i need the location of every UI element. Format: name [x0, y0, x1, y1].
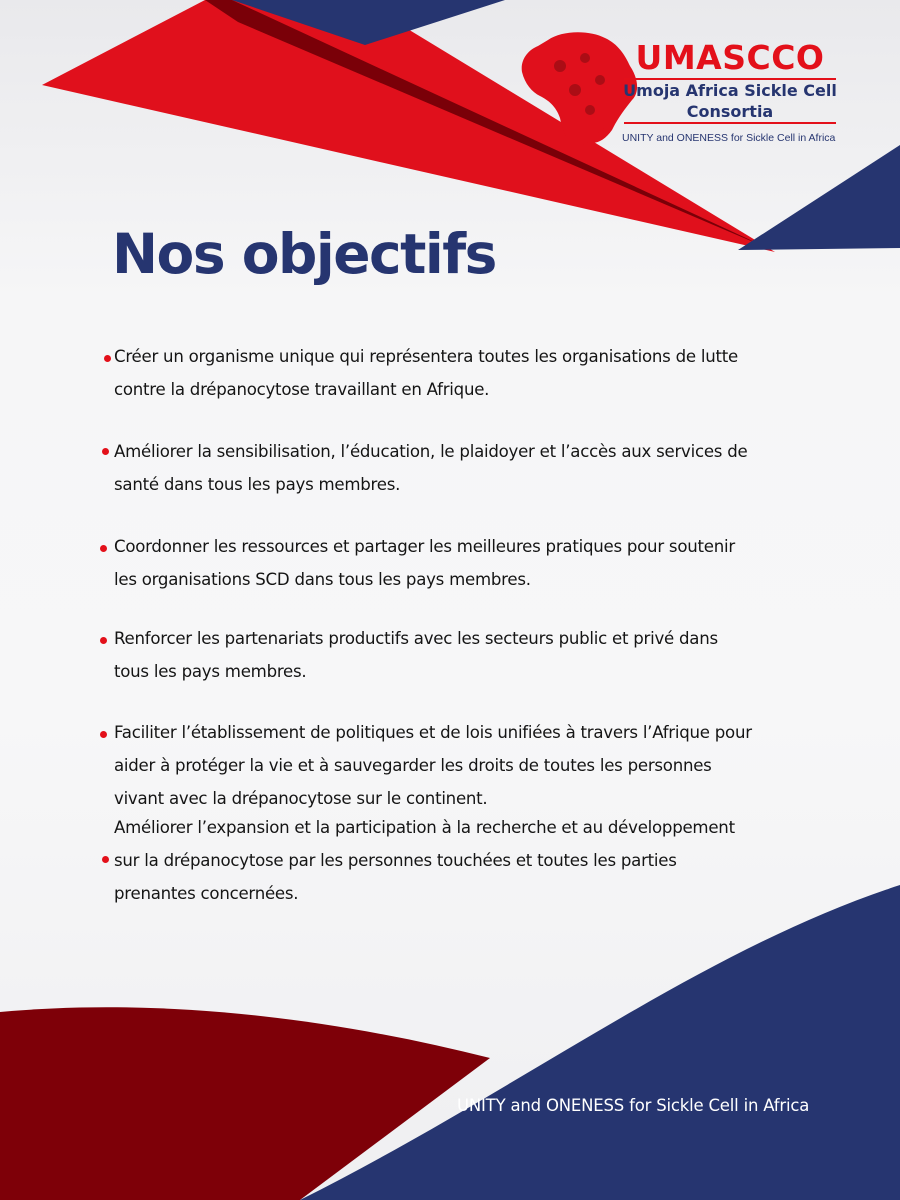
objective-item	[114, 435, 814, 501]
logo-subtitle-line1: Umoja Africa Sickle Cell	[623, 81, 837, 100]
right-navy-stripe	[738, 145, 900, 250]
bullet-dot	[100, 731, 107, 738]
logo	[620, 38, 840, 144]
objective-item	[114, 811, 814, 910]
objective-item	[114, 340, 814, 406]
objective-line: Améliorer la sensibilisation, l’éducation, le plaidoyer et l’accès aux services de	[114, 442, 748, 461]
objective-line: Renforcer les partenariats productifs avec les secteurs public et privé dans	[114, 629, 718, 648]
logo-tagline: UNITY and ONENESS for Sickle Cell in Africa	[622, 132, 836, 144]
objective-item	[114, 530, 814, 596]
objective-line: santé dans tous les pays membres.	[114, 475, 401, 494]
footer-tagline: UNITY and ONENESS for Sickle Cell in Africa	[457, 1096, 810, 1115]
logo-rule-bottom	[624, 122, 836, 124]
objective-line: contre la drépanocytose travaillant en Afrique.	[114, 380, 490, 399]
page-title: Nos objectifs	[112, 222, 496, 286]
objective-line: sur la drépanocytose par les personnes touchées et toutes les parties	[114, 851, 677, 870]
logo-subtitle-line2: Consortia	[686, 102, 774, 121]
objective-line: Coordonner les ressources et partager les meilleures pratiques pour soutenir	[114, 537, 735, 556]
bullet-dot	[102, 856, 109, 863]
bullet-dot	[100, 637, 107, 644]
bullet-dot	[100, 545, 107, 552]
objective-line: Créer un organisme unique qui représentera toutes les organisations de lutte	[114, 347, 738, 366]
objective-item	[114, 622, 814, 688]
bullet-dot	[104, 355, 111, 362]
logo-name: UMASCCO	[635, 38, 825, 77]
bullet-dot	[102, 448, 109, 455]
objective-line: vivant avec la drépanocytose sur le continent.	[114, 789, 488, 808]
objective-line: Améliorer l’expansion et la participation à la recherche et au développement	[114, 818, 735, 837]
objective-line: les organisations SCD dans tous les pays membres.	[114, 570, 531, 589]
objective-line: prenantes concernées.	[114, 884, 299, 903]
objective-line: tous les pays membres.	[114, 662, 307, 681]
objective-line: Faciliter l’établissement de politiques et de lois unifiées à travers l’Afrique pour	[114, 723, 752, 742]
objective-item	[114, 716, 814, 815]
objective-line: aider à protéger la vie et à sauvegarder les droits de toutes les personnes	[114, 756, 712, 775]
